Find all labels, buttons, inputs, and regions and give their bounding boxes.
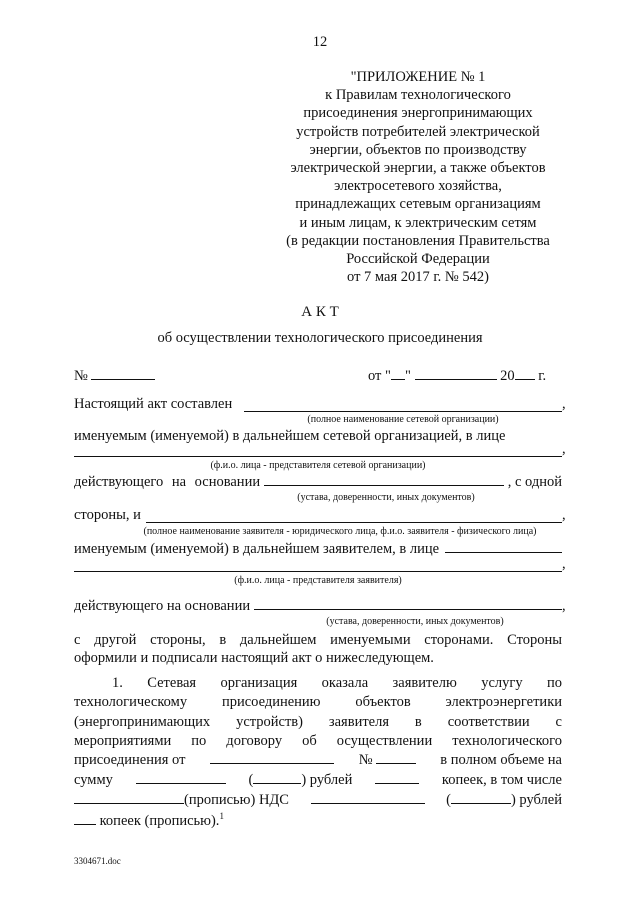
amount-words-blank[interactable]	[74, 803, 184, 804]
clause1-line6	[74, 772, 562, 789]
appendix-line: электросетевого хозяйства,	[334, 178, 502, 195]
network-org-person-label: именуемым (именуемой) в дальнейшем сетевой организацией, в лице	[74, 428, 506, 444]
act-subtitle: об осуществлении технологического присоединения	[157, 330, 483, 346]
other-side-line: с другой стороны, в дальнейшем именуемыми сторонами. Стороны	[74, 632, 562, 648]
appendix-line: от 7 мая 2017 г. № 542)	[347, 269, 489, 286]
act-composed-label: Настоящий акт составлен	[74, 396, 233, 412]
one-side-label: , с одной	[507, 474, 562, 490]
appendix-line: и иным лицам, к электрическим сетям	[299, 214, 537, 231]
clause1-line7	[74, 792, 562, 809]
date-from-label: от "	[368, 368, 391, 384]
applicant-person-blank-1[interactable]	[445, 552, 562, 553]
number-field	[74, 368, 155, 385]
appendix-line: (в редакции постановления Правительства	[286, 232, 550, 249]
contract-date-label: присоединения от	[74, 752, 186, 768]
appendix-line: к Правилам технологического	[325, 87, 511, 104]
basis-label: действующего на основании	[74, 474, 261, 490]
comma: ,	[562, 556, 566, 572]
hint-applicant-basis: (устава, доверенности, иных документов)	[326, 616, 504, 627]
appendix-line: электрической энергии, а также объектов	[290, 160, 546, 177]
day-blank[interactable]	[391, 379, 405, 380]
number-label: №	[74, 368, 88, 384]
applicant-basis-row	[74, 598, 562, 615]
sum-label: сумму	[74, 772, 113, 788]
footnote-mark: 1	[219, 811, 224, 821]
contract-number-label: №	[358, 752, 373, 768]
hint-network-org: (полное наименование сетевой организации)	[307, 414, 499, 425]
rubles-label: ) рублей	[301, 772, 353, 788]
clause1-line8	[74, 811, 224, 830]
comma: ,	[562, 507, 566, 523]
clause1-line5	[74, 752, 562, 769]
clause1-line3: (энергопринимающих устройств) заявителя в соответствии с	[74, 714, 562, 730]
page-number: 12	[312, 34, 328, 50]
year-suffix: г.	[538, 368, 547, 384]
hint-applicant: (полное наименование заявителя - юридического лица, ф.и.о. заявителя - физического лица)	[143, 526, 537, 537]
appendix-line: присоединения энергопринимающих	[303, 105, 533, 122]
hint-basis: (устава, доверенности, иных документов)	[297, 492, 475, 503]
applicant-person-row	[74, 541, 562, 558]
vat-blank[interactable]	[311, 803, 425, 804]
year-prefix: 20	[500, 368, 515, 384]
year-blank[interactable]	[515, 379, 535, 380]
month-blank[interactable]	[415, 379, 497, 380]
vat-kopecks-label: копеек (прописью).	[99, 812, 220, 829]
date-field	[368, 368, 546, 385]
signed-line: оформили и подписали настоящий акт о нижеследующем.	[74, 650, 434, 666]
hint-network-person: (ф.и.о. лица - представителя сетевой организации)	[210, 460, 426, 471]
comma: ,	[562, 396, 566, 412]
basis-blank[interactable]	[264, 485, 504, 486]
vat-label: (прописью) НДС	[184, 792, 289, 808]
appendix-line: Российской Федерации	[346, 251, 490, 268]
vat-kopecks-blank[interactable]	[74, 824, 96, 825]
appendix-block	[268, 68, 568, 286]
applicant-person-label: именуемым (именуемой) в дальнейшем заявителем, в лице	[74, 541, 440, 557]
number-blank[interactable]	[91, 379, 155, 380]
kopecks-blank[interactable]	[375, 783, 419, 784]
clause1-line2: технологическому присоединению объектов электроэнергетики	[74, 694, 562, 710]
vat-words-blank[interactable]	[451, 803, 511, 804]
parties-label: стороны, и	[74, 507, 141, 523]
act-title: А К Т	[301, 304, 339, 320]
appendix-line: принадлежащих сетевым организациям	[295, 196, 541, 213]
network-org-person-blank[interactable]	[74, 456, 562, 457]
clause1-line1: 1. Сетевая организация оказала заявителю услугу по	[112, 675, 562, 691]
kopecks-including-label: копеек, в том числе	[441, 772, 562, 788]
clause1-line4: мероприятиями по договору об осуществлении технологического	[74, 733, 562, 749]
applicant-basis-blank[interactable]	[254, 609, 562, 610]
applicant-basis-label: действующего на основании	[74, 598, 251, 614]
basis-row	[74, 474, 562, 491]
vat-rubles-label: ) рублей	[510, 792, 562, 808]
paren-open: (	[248, 772, 254, 788]
appendix-line: устройств потребителей электрической	[296, 123, 540, 140]
comma: ,	[562, 441, 566, 457]
contract-date-blank[interactable]	[210, 763, 334, 764]
hint-applicant-person: (ф.и.о. лица - представителя заявителя)	[234, 575, 402, 586]
document-code: 3304671.doc	[74, 856, 121, 866]
contract-number-blank[interactable]	[376, 763, 416, 764]
sum-words-blank[interactable]	[253, 783, 301, 784]
applicant-person-blank-2[interactable]	[74, 571, 562, 572]
appendix-title: "ПРИЛОЖЕНИЕ № 1	[350, 69, 486, 85]
date-quote: "	[404, 368, 411, 384]
appendix-line: энергии, объектов по производству	[309, 141, 527, 158]
sum-blank[interactable]	[136, 783, 226, 784]
applicant-name-blank[interactable]	[146, 522, 562, 523]
comma: ,	[562, 598, 566, 614]
vat-paren-open: (	[446, 792, 451, 808]
network-org-name-blank[interactable]	[244, 411, 562, 412]
full-scope-label: в полном объеме на	[440, 752, 562, 768]
